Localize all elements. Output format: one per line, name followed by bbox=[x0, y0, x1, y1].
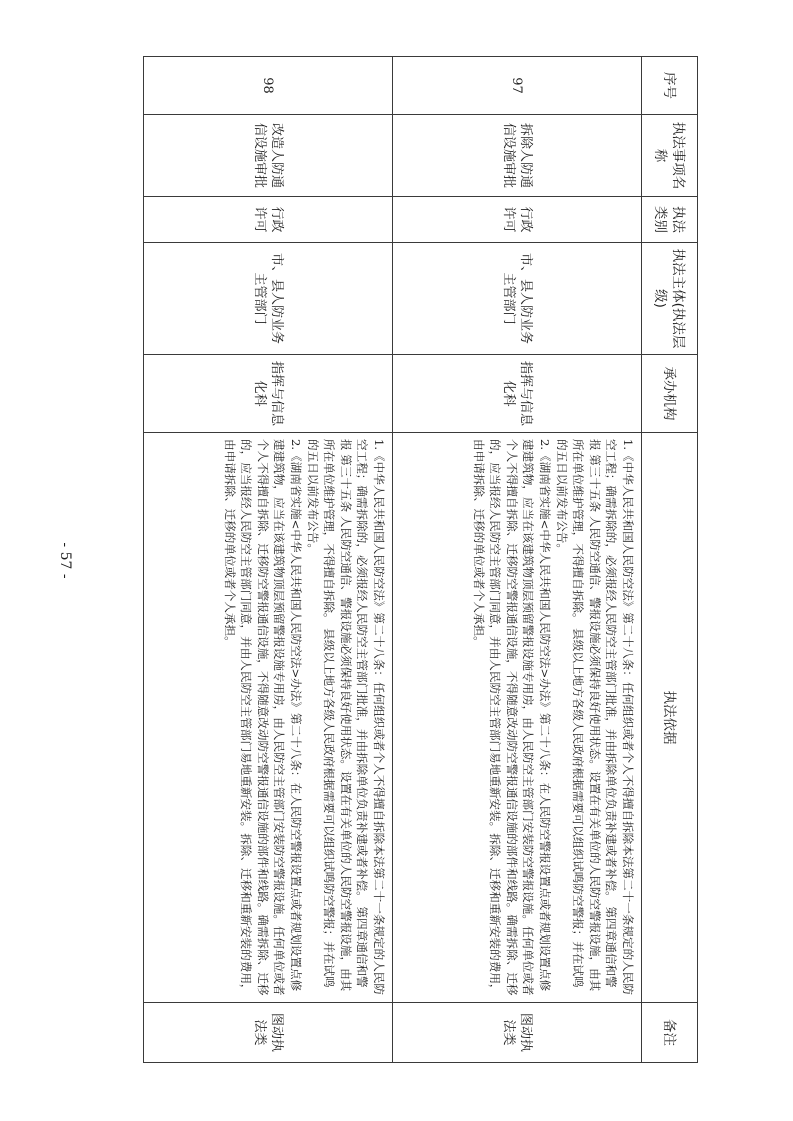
cell-basis bbox=[393, 433, 642, 1003]
cell-subject: 市、县人防业务主管部门 bbox=[393, 243, 642, 355]
header-seq: 序号 bbox=[642, 57, 698, 115]
header-category: 执法类别 bbox=[642, 197, 698, 243]
header-subject: 执法主体(执法层级) bbox=[642, 243, 698, 355]
basis-paragraph-2: 2.《湖南省实施<中华人民共和国人民防空法>办法》第二十八条：在人民防空警报设置点或者规划设置点修建建筑物，应当在该建筑物顶层预留警报设施专用房，由人民防空主管部门安装防空警报设施。任何单位或者个人不得擅自拆除、迁移防空警报通信设施，不得随意改动防空警报通信设施的部件和线路。确需拆除、迁移的，应当报经人民防空主管部门同意，并由人民防空主管部门易地重新安装。拆除、迁移和重新安装的费用，由申请拆除、迁移的单位或者个人承担。 bbox=[222, 439, 304, 996]
header-item-name: 执法事项名称 bbox=[642, 115, 698, 197]
cell-agency: 指挥与信息化科 bbox=[393, 355, 642, 433]
basis-paragraph-2: 2.《湖南省实施<中华人民共和国人民防空法>办法》第二十八条：在人民防空警报设置点或者规划设置点修建建筑物，应当在该建筑物顶层预留警报设施专用房，由人民防空主管部门安装防空警报设施。任何单位或者个人不得擅自拆除、迁移防空警报通信设施，不得随意改动防空警报通信设施的部件和线路。确需拆除、迁移的，应当报经人民防空主管部门同意，并由人民防空主管部门易地重新安装。拆除、迁移和重新安装的费用，由申请拆除、迁移的单位或者个人承担。 bbox=[471, 439, 553, 996]
cell-category: 行政许可 bbox=[144, 197, 393, 243]
table-row bbox=[393, 57, 642, 1063]
table-header-row bbox=[642, 57, 698, 1063]
header-basis: 执法依据 bbox=[642, 433, 698, 1003]
basis-paragraph-1: 1.《中华人民共和国人民防空法》第二十八条：任何组织或者个人不得擅自拆除本法第二十一条规定的人民防空工程；确需拆除的，必须报经人民防空主管部门批准，并由拆除单位负责补建或者补偿。 第四章通信和警报 第三十五条 人民防空通信、警报设施必须保持良好使用状态。设置在有关单位的人民防空警报设施，由其所在单位维护管理，不得擅自拆除。 县级以上地方各级人民政府根据需要可以组织试鸣防空警报；并在试鸣的五日以前发布公告。 bbox=[305, 439, 386, 995]
cell-subject: 市、县人防业务主管部门 bbox=[144, 243, 393, 355]
enforcement-items-table bbox=[143, 56, 698, 1063]
cell-agency: 指挥与信息化科 bbox=[144, 355, 393, 433]
cell-item-name: 改造人防通信设施审批 bbox=[144, 115, 393, 197]
page-number: - 57 - bbox=[57, 542, 73, 579]
header-agency: 承办机构 bbox=[642, 355, 698, 433]
cell-item-name: 拆除人防通信设施审批 bbox=[393, 115, 642, 197]
header-remark: 备注 bbox=[642, 1003, 698, 1063]
cell-remark: 图动执法类 bbox=[393, 1003, 642, 1063]
cell-seq: 98 bbox=[144, 57, 393, 115]
table-row bbox=[144, 57, 393, 1063]
cell-basis bbox=[144, 433, 393, 1003]
cell-category: 行政许可 bbox=[393, 197, 642, 243]
cell-seq: 97 bbox=[393, 57, 642, 115]
basis-paragraph-1: 1.《中华人民共和国人民防空法》第二十八条：任何组织或者个人不得擅自拆除本法第二十一条规定的人民防空工程；确需拆除的，必须报经人民防空主管部门批准，并由拆除单位负责补建或者补偿。 第四章通信和警报 第三十五条 人民防空通信、警报设施必须保持良好使用状态。设置在有关单位的人民防空警报设施，由其所在单位维护管理，不得擅自拆除。 县级以上地方各级人民政府根据需要可以组织试鸣防空警报；并在试鸣的五日以前发布公告。 bbox=[554, 439, 635, 995]
cell-remark: 图动执法类 bbox=[144, 1003, 393, 1063]
